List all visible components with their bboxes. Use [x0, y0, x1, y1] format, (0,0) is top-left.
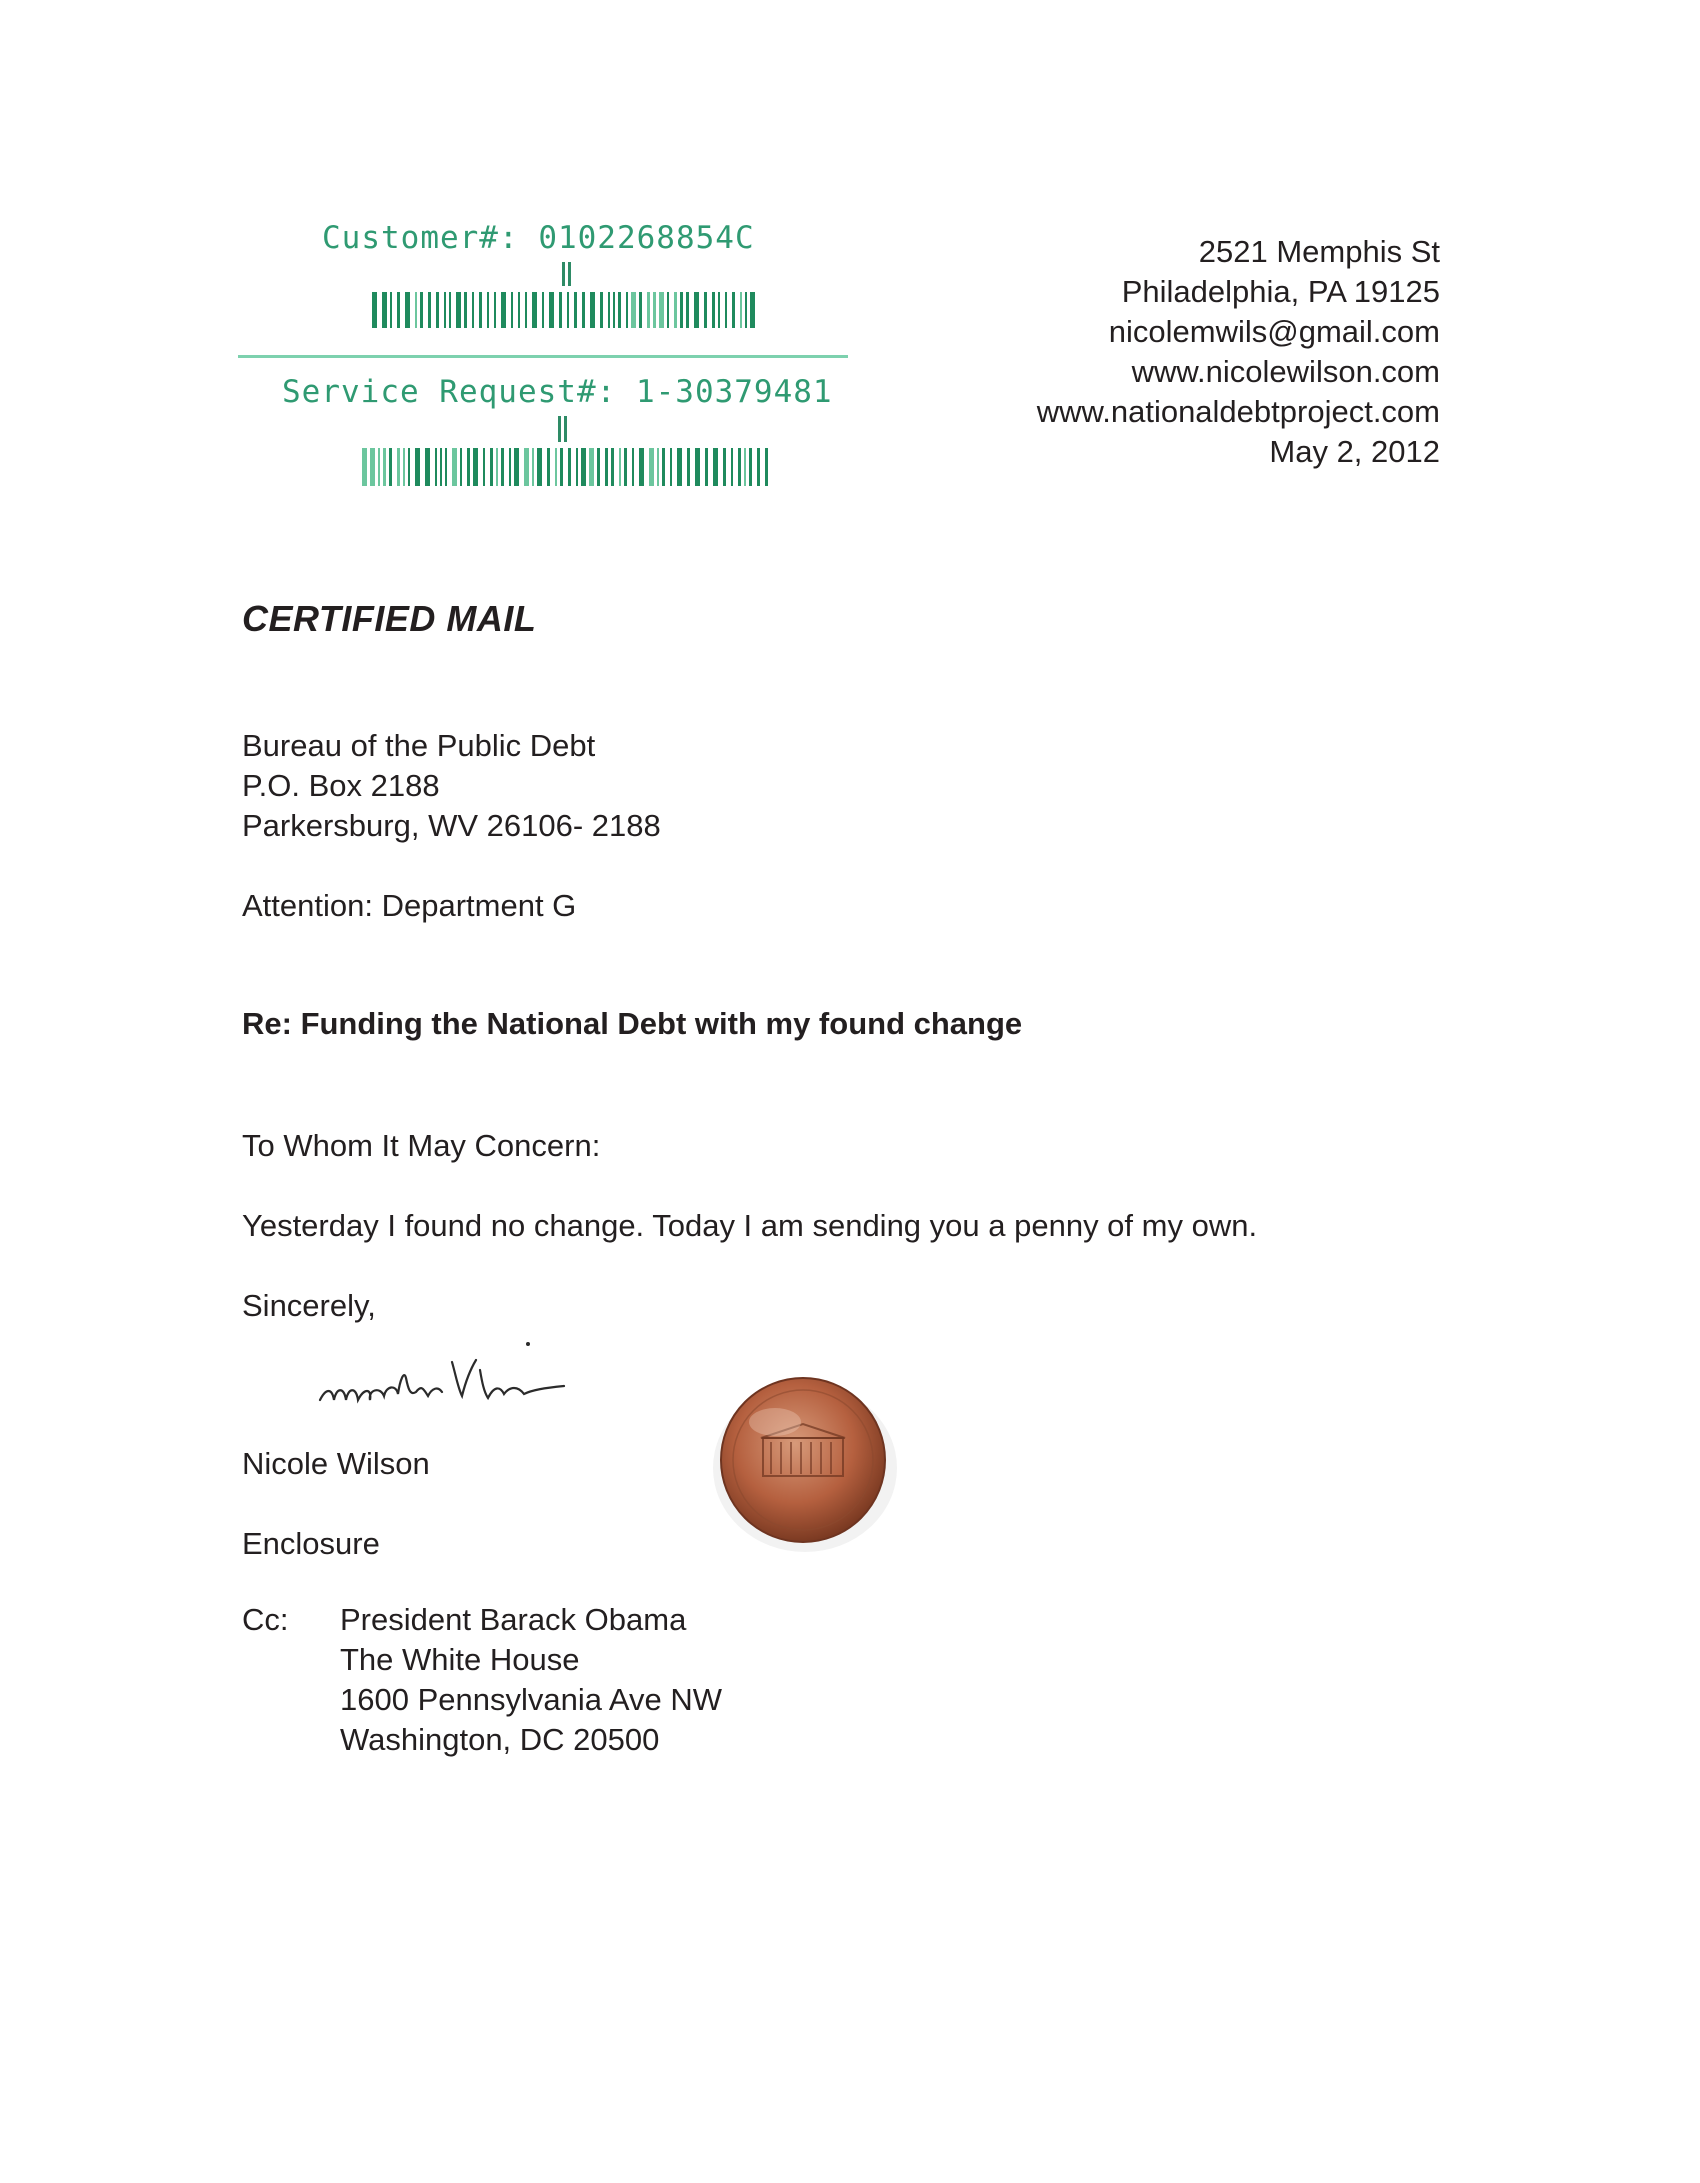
- barcode-bar: [632, 448, 634, 486]
- handwritten-signature: [312, 1330, 622, 1420]
- barcode-bar: [568, 448, 571, 486]
- attention-line: Attention: Department G: [242, 888, 577, 923]
- barcode-bar: [501, 292, 506, 328]
- barcode-bar: [389, 448, 392, 486]
- barcode-bar: [436, 292, 439, 328]
- barcode-bar: [605, 448, 608, 486]
- barcode-bar: [680, 292, 683, 328]
- barcode-bar: [524, 448, 529, 486]
- barcode-bar: [383, 448, 386, 486]
- certified-mail-heading: CERTIFIED MAIL: [242, 598, 537, 639]
- cc-label: Cc:: [242, 1602, 289, 1637]
- cc-city-state-zip: Washington, DC 20500: [340, 1722, 660, 1757]
- barcode-bar: [509, 448, 511, 486]
- signer-name: Nicole Wilson: [242, 1446, 430, 1481]
- barcode-bar: [444, 292, 446, 328]
- barcode-bar: [560, 448, 563, 486]
- barcode-bar: [390, 292, 392, 328]
- barcode-bar: [408, 448, 410, 486]
- sender-street: 2521 Memphis St: [1198, 234, 1440, 269]
- barcode-bar: [460, 448, 462, 486]
- barcode-bar: [657, 448, 659, 486]
- barcode-bar: [449, 292, 451, 328]
- barcode-bar: [618, 292, 621, 328]
- service-request-value: 1-30379481: [635, 374, 833, 410]
- barcode-bar: [487, 292, 489, 328]
- barcode-bar: [511, 292, 513, 328]
- barcode-bar: [378, 448, 380, 486]
- salutation: To Whom It May Concern:: [242, 1128, 601, 1163]
- barcode-bar: [613, 292, 615, 328]
- barcode-bar: [472, 292, 474, 328]
- barcode-bar: [757, 448, 760, 486]
- barcode-bar: [525, 292, 527, 328]
- sender-city-state-zip: Philadelphia, PA 19125: [1121, 274, 1440, 309]
- barcode-bar: [456, 292, 461, 328]
- barcode-bar: [704, 292, 707, 328]
- barcode-bar: [662, 448, 665, 486]
- barcode-bar: [425, 448, 430, 486]
- barcode-bar: [559, 292, 562, 328]
- barcode-bar: [415, 292, 417, 328]
- barcode-bar: [479, 292, 482, 328]
- barcode-bar: [428, 292, 431, 328]
- barcode-bar: [723, 448, 726, 486]
- barcode-bar: [576, 448, 578, 486]
- barcode-bar: [440, 448, 442, 486]
- barcode-bar: [362, 448, 367, 486]
- barcode-bar: [483, 448, 485, 486]
- customer-number-value: 0102268854C: [538, 220, 755, 256]
- letter-body: Yesterday I found no change. Today I am sending you a penny of my own.: [242, 1208, 1258, 1243]
- barcode-bar: [490, 448, 493, 486]
- barcode-bar: [653, 292, 656, 328]
- barcode-bar: [725, 292, 727, 328]
- barcode-bar: [649, 448, 654, 486]
- barcode-bar: [547, 448, 550, 486]
- barcode-bar: [694, 292, 699, 328]
- service-request-line: [282, 374, 833, 410]
- barcode-bar: [532, 292, 537, 328]
- penny-coin-icon: [705, 1362, 905, 1562]
- cc-organization: The White House: [340, 1642, 580, 1677]
- barcode-bar: [718, 292, 720, 328]
- barcode-bar: [555, 448, 557, 486]
- barcode-bar: [494, 292, 496, 328]
- barcode-bar: [590, 292, 595, 328]
- service-request-barcode: [362, 416, 772, 492]
- barcode-bar: [581, 448, 586, 486]
- barcode-bar: [740, 292, 742, 328]
- barcode-bar: [765, 448, 768, 486]
- barcode-bar: [582, 292, 585, 328]
- barcode-bar: [435, 448, 437, 486]
- barcode-bar: [518, 292, 520, 328]
- enclosure-line: Enclosure: [242, 1526, 380, 1561]
- barcode-bar: [370, 448, 375, 486]
- customer-number-label: Customer#:: [322, 220, 519, 256]
- barcode-bar: [686, 292, 689, 328]
- sender-address: [960, 232, 1440, 472]
- barcode-bar: [619, 448, 621, 486]
- barcode-bar: [745, 292, 747, 328]
- barcode-bar: [624, 448, 627, 486]
- barcode-bar: [542, 292, 544, 328]
- barcode-bar: [738, 448, 741, 486]
- stamp-divider: [238, 355, 848, 358]
- cc-address: [340, 1600, 722, 1760]
- barcode-bar: [473, 448, 478, 486]
- sender-email: nicolemwils@gmail.com: [1108, 314, 1440, 349]
- barcode-bar: [744, 448, 746, 486]
- barcode-bar: [626, 292, 628, 328]
- recipient-address: [242, 726, 661, 846]
- barcode-bar: [537, 448, 542, 486]
- barcode-bar: [501, 448, 504, 486]
- barcode-bar: [514, 448, 519, 486]
- barcode-bar: [452, 448, 457, 486]
- barcode-bar: [731, 448, 733, 486]
- barcode-bar: [611, 448, 614, 486]
- barcode-bar: [405, 292, 410, 328]
- barcode-bar: [713, 448, 718, 486]
- barcode-bar: [732, 292, 735, 328]
- barcode-bar: [687, 448, 690, 486]
- closing: Sincerely,: [242, 1288, 376, 1323]
- subject-line: Re: Funding the National Debt with my found change: [242, 1006, 1023, 1041]
- barcode-bar: [445, 448, 447, 486]
- letter-date: May 2, 2012: [1269, 434, 1440, 469]
- recipient-po-box: P.O. Box 2188: [242, 768, 440, 803]
- sender-project-website: www.nationaldebtproject.com: [1036, 394, 1440, 429]
- barcode-bar: [677, 448, 682, 486]
- barcode-bar: [647, 292, 650, 328]
- barcode-bar: [597, 448, 600, 486]
- barcode-bar: [705, 448, 708, 486]
- barcode-bar: [532, 448, 534, 486]
- customer-number-line: [322, 220, 755, 256]
- barcode-bar: [397, 292, 400, 328]
- barcode-bar: [467, 448, 470, 486]
- barcode-bar: [549, 292, 554, 328]
- barcode-bar: [695, 448, 700, 486]
- barcode-bar: [670, 448, 672, 486]
- barcode-bar: [574, 292, 577, 328]
- barcode-bar: [567, 292, 569, 328]
- barcode-bar: [415, 448, 420, 486]
- sender-website: www.nicolewilson.com: [1131, 354, 1440, 389]
- recipient-city-state-zip: Parkersburg, WV 26106- 2188: [242, 808, 661, 843]
- barcode-bar: [403, 448, 405, 486]
- cc-name: President Barack Obama: [340, 1602, 687, 1637]
- service-request-label: Service Request#:: [282, 374, 617, 410]
- barcode-bar: [639, 292, 642, 328]
- barcode-bar: [639, 448, 644, 486]
- barcode-bar: [420, 292, 423, 328]
- barcode-bar: [372, 292, 377, 328]
- barcode-bar: [750, 292, 755, 328]
- barcode-bar: [397, 448, 400, 486]
- barcode-bar: [631, 292, 636, 328]
- barcode-bar: [464, 292, 467, 328]
- barcode-bar: [749, 448, 752, 486]
- barcode-bar: [382, 292, 387, 328]
- barcode-bar: [600, 292, 603, 328]
- customer-barcode: [372, 262, 760, 334]
- barcode-bar: [712, 292, 715, 328]
- cc-street: 1600 Pennsylvania Ave NW: [340, 1682, 722, 1717]
- barcode-bar: [674, 292, 677, 328]
- barcode-bar: [608, 292, 610, 328]
- barcode-bar: [659, 292, 664, 328]
- recipient-name: Bureau of the Public Debt: [242, 728, 596, 763]
- barcode-bar: [667, 292, 669, 328]
- barcode-bar: [589, 448, 594, 486]
- barcode-bar: [496, 448, 498, 486]
